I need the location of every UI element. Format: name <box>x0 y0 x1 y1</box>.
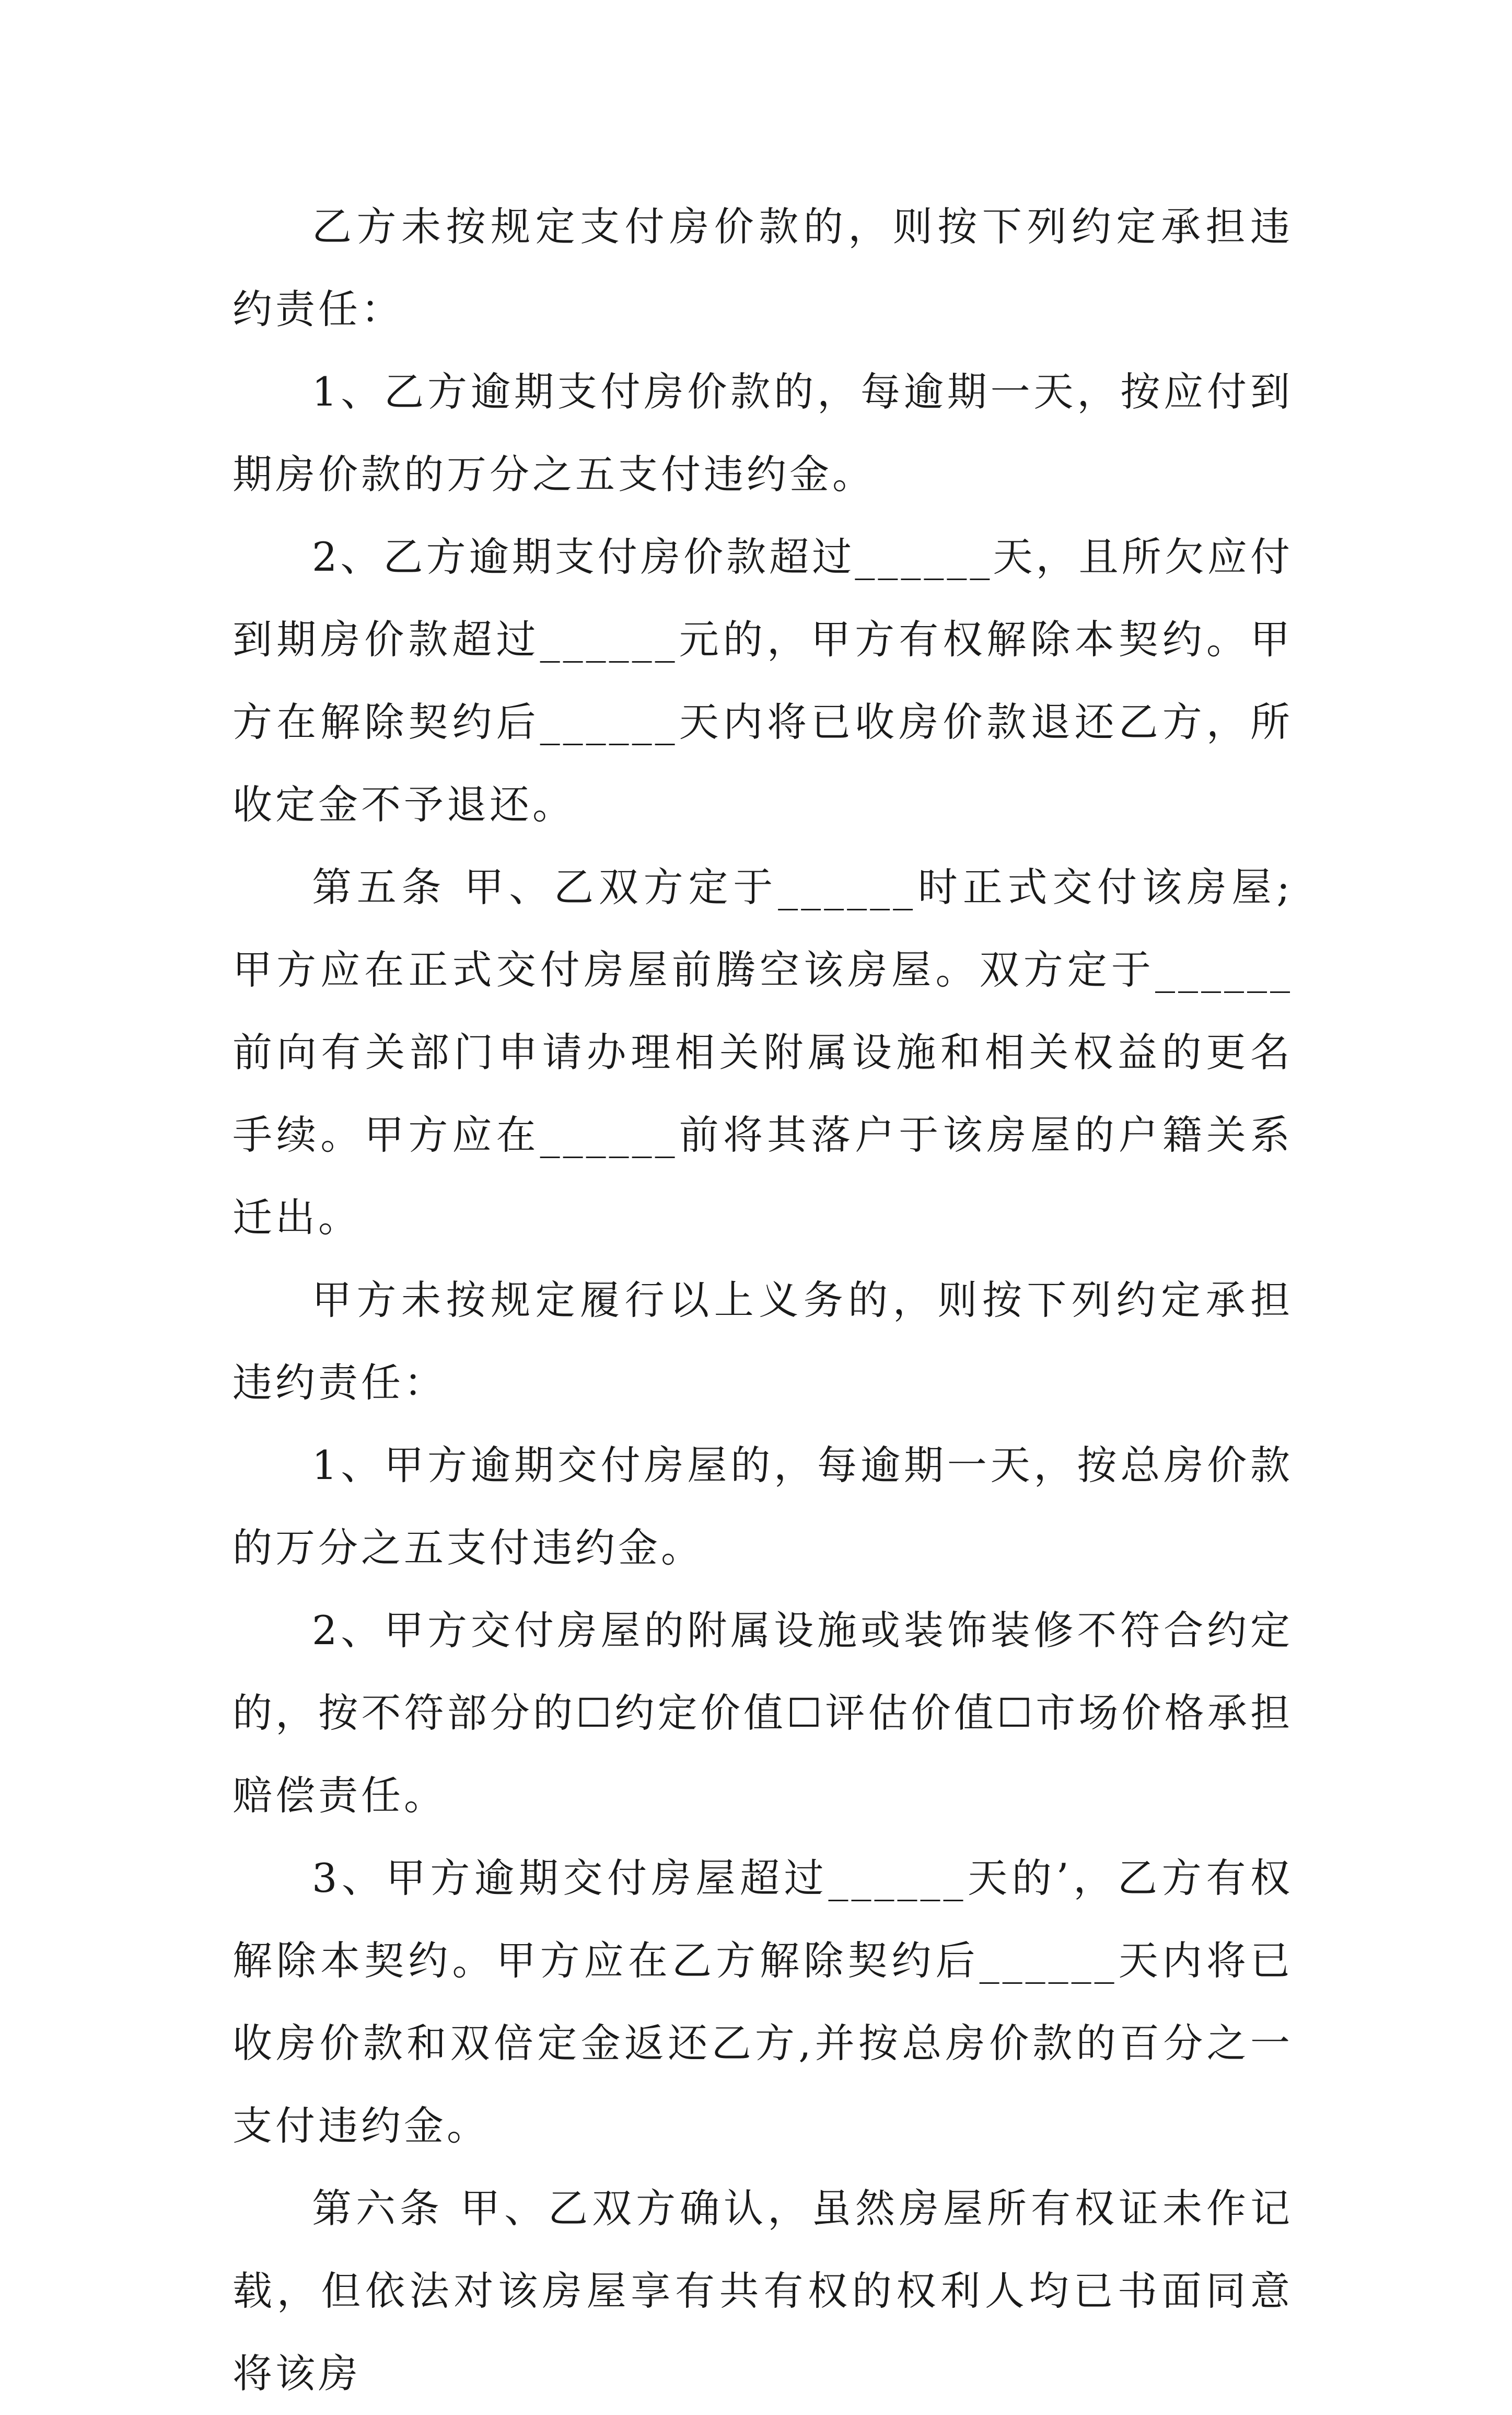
paragraph-seller-facilities-compensation: 2、甲方交付房屋的附属设施或装饰装修不符合约定的，按不符部分的☐约定价值☐评估价值☐市场价格承担赔偿责任。 <box>232 1607 1293 1819</box>
paragraph-buyer-liability-intro: 乙方未按规定支付房价款的，则按下列约定承担违约责任： <box>232 203 1293 332</box>
paragraph-seller-late-delivery-penalty: 1、甲方逾期交付房屋的，每逾期一天，按总房价款的万分之五支付违约金。 <box>232 1442 1293 1571</box>
paragraph-seller-overdue-termination: 3、甲方逾期交付房屋超过______天的’，乙方有权解除本契约。甲方应在乙方解除契约后______天内将已收房价款和双倍定金返还乙方,并按总房价款的百分之一支付违约金。 <box>232 1855 1293 2149</box>
paragraph-article-5-delivery: 第五条 甲、乙双方定于______时正式交付该房屋;甲方应在正式交付房屋前腾空该房屋。双方定于______前向有关部门申请办理相关附属设施和相关权益的更名手续。甲方应在______前将其落户于该房屋的户籍关系迁出。 <box>232 864 1293 1241</box>
contract-body <box>232 186 1293 2415</box>
paragraph-buyer-overdue-termination: 2、乙方逾期支付房价款超过______天，且所欠应付到期房价款超过______元的，甲方有权解除本契约。甲方在解除契约后______天内将已收房价款退还乙方，所收定金不予退还。 <box>232 534 1293 828</box>
paragraph-article-6-co-ownership: 第六条 甲、乙双方确认，虽然房屋所有权证未作记载，但依法对该房屋享有共有权的权利人均已书面同意将该房 <box>232 2185 1293 2397</box>
paragraph-buyer-late-payment-penalty: 1、乙方逾期支付房价款的，每逾期一天，按应付到期房价款的万分之五支付违约金。 <box>232 368 1293 498</box>
paragraph-seller-liability-intro: 甲方未按规定履行以上义务的，则按下列约定承担违约责任： <box>232 1277 1293 1406</box>
